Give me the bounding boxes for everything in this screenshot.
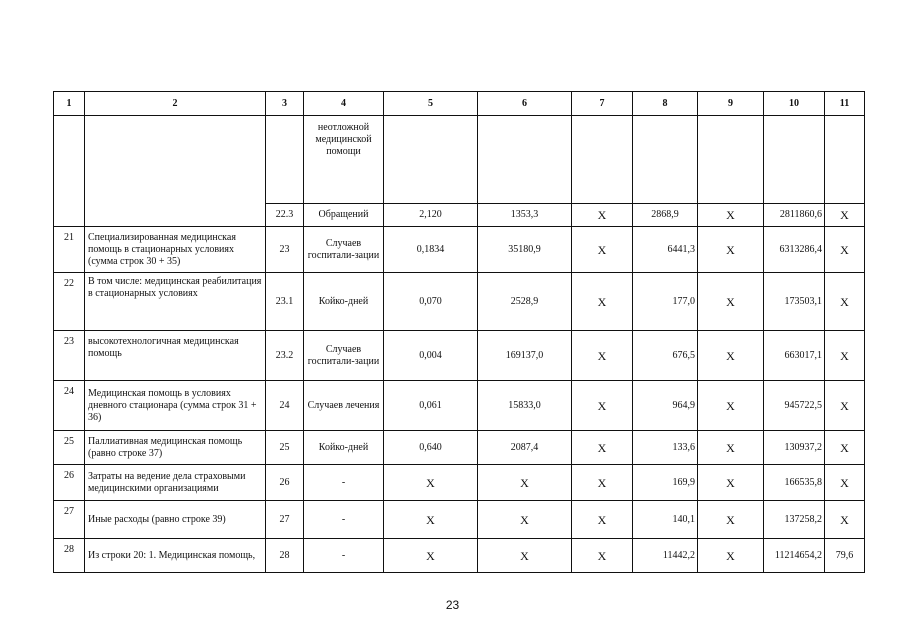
value-cell	[698, 116, 764, 204]
value-cell	[478, 116, 572, 204]
table-row-continued-top	[54, 116, 865, 204]
value-cell: X	[572, 431, 633, 465]
value-cell: X	[572, 331, 633, 381]
value-cell: X	[572, 381, 633, 431]
value-cell: X	[698, 465, 764, 501]
value-cell	[764, 116, 825, 204]
unit-cell: Случаев госпитали-зации	[304, 227, 384, 273]
value-cell: 6441,3	[633, 227, 698, 273]
line-code-cell: 25	[266, 431, 304, 465]
row-number-cell: 25	[54, 431, 85, 465]
header-cell: 4	[304, 92, 384, 116]
value-cell: X	[572, 273, 633, 331]
row-name-cell: В том числе: медицинская реабилитация в стационарных условиях	[85, 273, 266, 331]
value-cell: X	[572, 539, 633, 573]
value-cell: 2087,4	[478, 431, 572, 465]
line-code-cell: 22.3	[266, 204, 304, 227]
row-name-cell: высокотехнологичная медицинская помощь	[85, 331, 266, 381]
row-number-cell: 28	[54, 539, 85, 573]
value-cell: 2811860,6	[764, 204, 825, 227]
table-row	[54, 431, 865, 465]
row-number-cell	[54, 116, 85, 227]
table-row	[54, 273, 865, 331]
header-row	[54, 92, 865, 116]
value-cell: 11214654,2	[764, 539, 825, 573]
header-cell: 11	[825, 92, 865, 116]
table-row	[54, 465, 865, 501]
line-code-cell: 26	[266, 465, 304, 501]
value-cell	[384, 116, 478, 204]
value-cell: 1353,3	[478, 204, 572, 227]
row-number-cell: 24	[54, 381, 85, 431]
value-cell: X	[825, 331, 865, 381]
unit-cell: Койко-дней	[304, 431, 384, 465]
value-cell: 166535,8	[764, 465, 825, 501]
line-code-cell: 27	[266, 501, 304, 539]
header-cell: 1	[54, 92, 85, 116]
table-row	[54, 501, 865, 539]
value-cell: 133,6	[633, 431, 698, 465]
value-cell: X	[698, 431, 764, 465]
value-cell: X	[572, 501, 633, 539]
value-cell: X	[384, 465, 478, 501]
header-cell: 5	[384, 92, 478, 116]
line-code-cell: 23	[266, 227, 304, 273]
row-name-cell: Специализированная медицинская помощь в стационарных условиях (сумма строк 30 + 35)	[85, 227, 266, 273]
value-cell: X	[825, 204, 865, 227]
unit-cell: Случаев лечения	[304, 381, 384, 431]
value-cell	[572, 116, 633, 204]
value-cell: 964,9	[633, 381, 698, 431]
value-cell: X	[478, 501, 572, 539]
value-cell: X	[698, 539, 764, 573]
unit-cell: -	[304, 539, 384, 573]
header-cell: 2	[85, 92, 266, 116]
table-row	[54, 381, 865, 431]
value-cell: 137258,2	[764, 501, 825, 539]
value-cell: 2528,9	[478, 273, 572, 331]
unit-cell: Койко-дней	[304, 273, 384, 331]
row-number-cell: 27	[54, 501, 85, 539]
value-cell: X	[478, 465, 572, 501]
data-table	[53, 91, 865, 573]
value-cell: X	[572, 204, 633, 227]
value-cell: 663017,1	[764, 331, 825, 381]
line-code-cell: 28	[266, 539, 304, 573]
header-cell: 6	[478, 92, 572, 116]
page-number: 23	[445, 598, 460, 612]
value-cell: 676,5	[633, 331, 698, 381]
value-cell: X	[825, 381, 865, 431]
value-cell: X	[825, 465, 865, 501]
header-cell: 10	[764, 92, 825, 116]
value-cell: 169,9	[633, 465, 698, 501]
table-row	[54, 539, 865, 573]
header-cell: 7	[572, 92, 633, 116]
unit-cell: Случаев госпитали-зации	[304, 331, 384, 381]
value-cell: X	[572, 227, 633, 273]
table-row	[54, 331, 865, 381]
row-number-cell: 23	[54, 331, 85, 381]
value-cell: X	[825, 431, 865, 465]
value-cell: 79,6	[825, 539, 865, 573]
value-cell: X	[384, 501, 478, 539]
value-cell: 169137,0	[478, 331, 572, 381]
row-name-cell: Затраты на ведение дела страховыми медицинскими организациями	[85, 465, 266, 501]
unit-cell: Обращений	[304, 204, 384, 227]
value-cell: 177,0	[633, 273, 698, 331]
value-cell: 945722,5	[764, 381, 825, 431]
value-cell: X	[825, 227, 865, 273]
row-name-cell: Из строки 20: 1. Медицинская помощь,	[85, 539, 266, 573]
value-cell: X	[698, 227, 764, 273]
value-cell: X	[825, 273, 865, 331]
value-cell: X	[698, 204, 764, 227]
row-number-cell: 21	[54, 227, 85, 273]
row-name-cell: Иные расходы (равно строке 39)	[85, 501, 266, 539]
value-cell: 173503,1	[764, 273, 825, 331]
value-cell: 11442,2	[633, 539, 698, 573]
value-cell: 0,004	[384, 331, 478, 381]
unit-cell: -	[304, 501, 384, 539]
row-name-cell	[85, 116, 266, 227]
header-cell: 3	[266, 92, 304, 116]
value-cell: 0,070	[384, 273, 478, 331]
value-cell: X	[698, 501, 764, 539]
line-code-cell	[266, 116, 304, 204]
row-number-cell: 22	[54, 273, 85, 331]
row-number-cell: 26	[54, 465, 85, 501]
value-cell: X	[572, 465, 633, 501]
row-name-cell: Паллиативная медицинская помощь (равно строке 37)	[85, 431, 266, 465]
value-cell: 130937,2	[764, 431, 825, 465]
value-cell: 0,1834	[384, 227, 478, 273]
line-code-cell: 24	[266, 381, 304, 431]
row-name-cell: Медицинская помощь в условиях дневного стационара (сумма строк 31 + 36)	[85, 381, 266, 431]
unit-cell: -	[304, 465, 384, 501]
value-cell: 140,1	[633, 501, 698, 539]
value-cell: 2,120	[384, 204, 478, 227]
value-cell	[825, 116, 865, 204]
header-cell: 9	[698, 92, 764, 116]
value-cell: X	[384, 539, 478, 573]
value-cell: 0,640	[384, 431, 478, 465]
line-code-cell: 23.1	[266, 273, 304, 331]
value-cell: X	[698, 273, 764, 331]
unit-cell-continued: неотложной медицинской помощи	[304, 116, 384, 204]
value-cell: X	[698, 331, 764, 381]
value-cell: 35180,9	[478, 227, 572, 273]
value-cell: 15833,0	[478, 381, 572, 431]
value-cell: X	[478, 539, 572, 573]
line-code-cell: 23.2	[266, 331, 304, 381]
value-cell: X	[698, 381, 764, 431]
value-cell: X	[825, 501, 865, 539]
table-row	[54, 227, 865, 273]
value-cell: 6313286,4	[764, 227, 825, 273]
value-cell: 0,061	[384, 381, 478, 431]
header-cell: 8	[633, 92, 698, 116]
value-cell	[633, 116, 698, 204]
value-cell: 2868,9	[633, 204, 698, 227]
